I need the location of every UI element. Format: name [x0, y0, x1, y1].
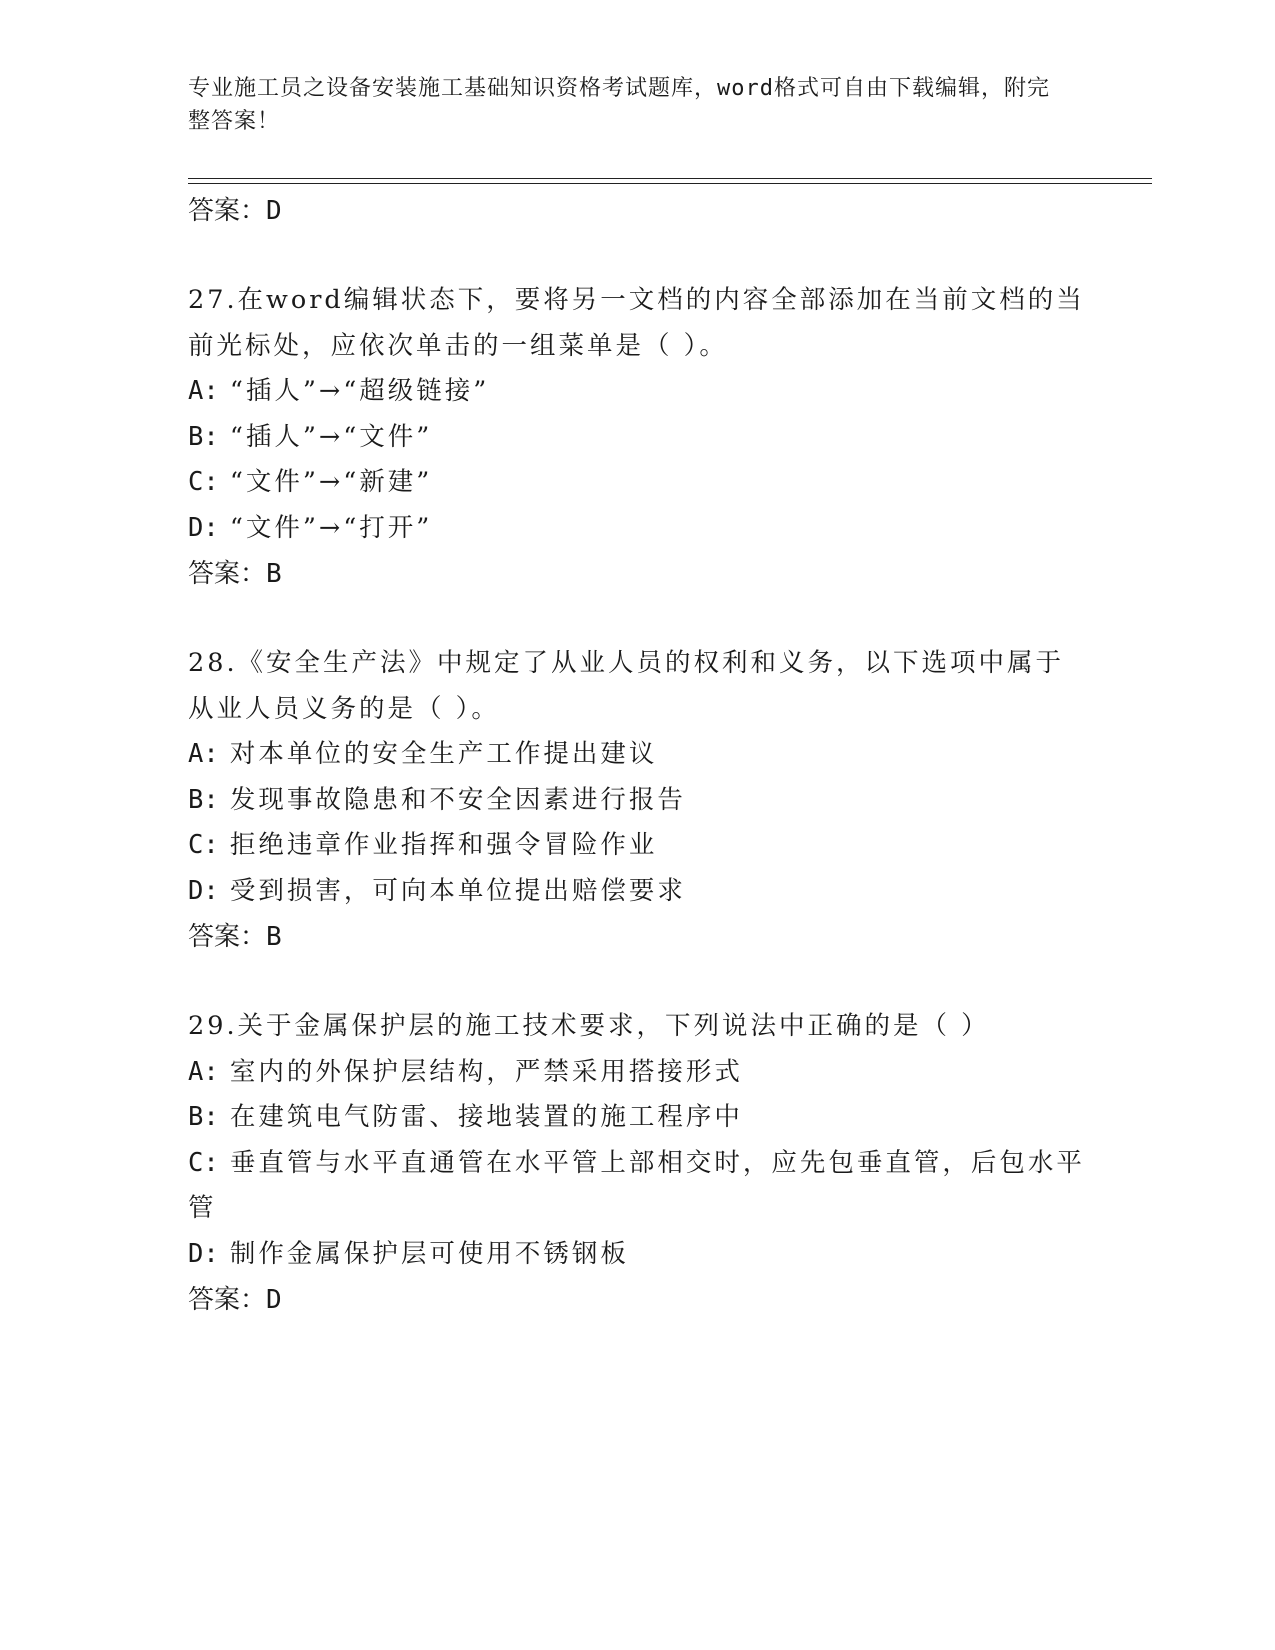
option-text: 受到损害，可向本单位提出赔偿要求 — [229, 875, 686, 906]
option-d — [188, 1232, 1088, 1278]
option-letter: D: — [188, 875, 219, 906]
answer-value: B — [266, 559, 282, 589]
option-c — [188, 1141, 1088, 1232]
question-stem: 28.《安全生产法》中规定了从业人员的权利和义务，以下选项中属于从业人员义务的是（ ）。 — [188, 648, 1065, 724]
question-28 — [188, 641, 1088, 960]
option-letter: B: — [188, 784, 219, 815]
option-letter: C: — [188, 830, 219, 860]
option-a — [188, 369, 1088, 415]
option-d — [188, 869, 1088, 915]
question-answer — [188, 1277, 1088, 1323]
option-letter: C: — [188, 1147, 219, 1178]
header-divider-bottom — [188, 183, 1152, 184]
option-text: “文件”→“打开” — [229, 512, 433, 543]
question-stem: 27.在word编辑状态下，要将另一文档的内容全部添加在当前文档的当前光标处，应依次单击的一组菜单是（ ）。 — [188, 285, 1085, 361]
header-divider-top — [188, 178, 1152, 179]
option-text: “文件”→“新建” — [229, 467, 433, 497]
option-letter: A: — [188, 739, 219, 769]
option-text: 垂直管与水平直通管在水平管上部相交时，应先包垂直管，后包水平管 — [188, 1147, 1085, 1223]
option-a — [188, 1050, 1088, 1096]
document-header: 专业施工员之设备安装施工基础知识资格考试题库，word格式可自由下载编辑，附完整答案！ — [188, 76, 1050, 134]
answer-label: 答案： — [188, 559, 267, 589]
previous-answer — [188, 188, 1088, 234]
option-text: 制作金属保护层可使用不锈钢板 — [229, 1238, 629, 1269]
question-answer — [188, 551, 1088, 597]
option-text: 在建筑电气防雷、接地装置的施工程序中 — [229, 1102, 743, 1132]
option-text: 拒绝违章作业指挥和强令冒险作业 — [229, 830, 658, 860]
answer-value: B — [266, 922, 282, 952]
option-d — [188, 506, 1088, 552]
option-b — [188, 415, 1088, 461]
option-b — [188, 778, 1088, 824]
question-stem: 29.关于金属保护层的施工技术要求，下列说法中正确的是（ ） — [188, 1011, 990, 1041]
answer-label: 答案： — [188, 196, 267, 226]
option-letter: B: — [188, 1102, 219, 1132]
option-text: “插人”→“文件” — [229, 421, 433, 452]
option-letter: A: — [188, 1056, 219, 1087]
question-list — [188, 188, 1088, 1323]
answer-value: D — [266, 1285, 282, 1315]
option-text: 发现事故隐患和不安全因素进行报告 — [229, 784, 686, 815]
option-letter: D: — [188, 1238, 219, 1269]
option-a — [188, 732, 1088, 778]
question-27 — [188, 278, 1088, 597]
question-answer — [188, 914, 1088, 960]
question-29 — [188, 1004, 1088, 1323]
option-text: 对本单位的安全生产工作提出建议 — [229, 739, 658, 769]
option-c — [188, 823, 1088, 869]
answer-label: 答案： — [188, 922, 267, 952]
option-b — [188, 1095, 1088, 1141]
option-text: 室内的外保护层结构，严禁采用搭接形式 — [229, 1056, 743, 1087]
option-letter: D: — [188, 512, 219, 543]
option-text: “插人”→“超级链接” — [229, 376, 490, 406]
option-letter: B: — [188, 421, 219, 452]
option-letter: A: — [188, 376, 219, 406]
answer-value: D — [266, 196, 282, 226]
option-c — [188, 460, 1088, 506]
option-letter: C: — [188, 467, 219, 497]
answer-label: 答案： — [188, 1285, 267, 1315]
